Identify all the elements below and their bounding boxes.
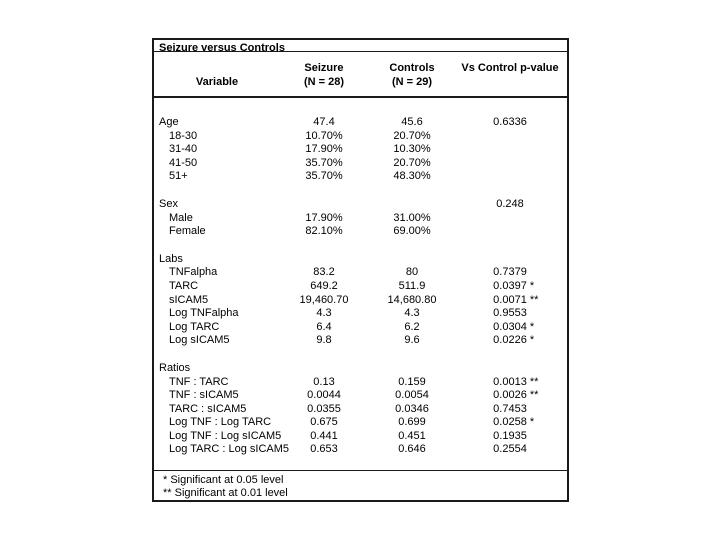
cell-controls: 4.3 <box>404 307 420 320</box>
seizure-n-label: (N = 28) <box>303 75 345 88</box>
cell-controls: 511.9 <box>398 279 426 292</box>
cell-seizure: 0.0355 <box>307 402 341 415</box>
cell-controls: 20.70% <box>393 156 431 169</box>
cell-variable: 41-50 <box>169 156 198 169</box>
cell-seizure: 0.13 <box>313 375 335 388</box>
pvalue-number: 0.7379 <box>493 266 527 279</box>
table-row <box>154 225 567 239</box>
cell-variable: Sex <box>159 197 178 210</box>
significance-stars: * <box>526 416 535 429</box>
cell-controls: 80 <box>405 266 419 279</box>
controls-n-label: (N = 29) <box>391 75 433 88</box>
cell-variable: Male <box>169 211 193 224</box>
cell-seizure: 0.653 <box>310 443 338 456</box>
cell-pvalue <box>456 403 564 417</box>
significance-stars: ** <box>526 293 539 306</box>
significance-stars: * <box>526 320 535 333</box>
significance-stars: ** <box>526 389 539 402</box>
table-row <box>154 130 567 144</box>
header-spacer <box>154 62 280 76</box>
cell-controls: 0.159 <box>398 375 426 388</box>
pvalue-number: 0.6336 <box>493 116 527 128</box>
pvalue-number: 0.0397 * <box>493 279 535 292</box>
pvalue-number: 0.1935 <box>493 429 527 442</box>
table-body <box>154 98 567 457</box>
cell-seizure: 4.3 <box>316 307 332 320</box>
cell-variable: 18-30 <box>169 129 198 142</box>
cell-variable: TNFalpha <box>169 266 218 279</box>
cell-seizure: 19,460.70 <box>299 293 349 306</box>
cell-variable: TARC : sICAM5 <box>169 402 247 415</box>
significance-stars: ** <box>526 375 539 388</box>
cell-variable: sICAM5 <box>169 293 209 306</box>
cell-pvalue <box>456 198 564 212</box>
cell-variable: Age <box>159 116 179 128</box>
pvalue-number: 0.9553 <box>493 307 527 320</box>
cell-pvalue <box>456 266 564 280</box>
table-row <box>154 307 567 321</box>
cell-seizure: 83.2 <box>313 266 335 279</box>
cell-controls <box>368 253 456 267</box>
cell-pvalue <box>456 280 564 294</box>
table-row <box>154 403 567 417</box>
table-row <box>154 321 567 335</box>
cell-seizure <box>280 362 368 376</box>
cell-pvalue <box>456 130 564 144</box>
cell-controls: 20.70% <box>393 129 431 142</box>
cell-controls: 0.0346 <box>395 402 429 415</box>
cell-controls: 9.6 <box>404 334 420 347</box>
cell-seizure <box>280 253 368 267</box>
table-row <box>154 389 567 403</box>
table-row <box>154 253 567 267</box>
table-row <box>154 116 567 130</box>
column-header-controls: Controls <box>389 62 435 74</box>
cell-pvalue <box>456 376 564 390</box>
pvalue-number: 0.0026 ** <box>493 389 539 402</box>
cell-controls: 0.451 <box>398 429 426 442</box>
cell-controls <box>368 362 456 376</box>
cell-pvalue <box>456 116 564 130</box>
section-gap <box>154 239 567 253</box>
cell-pvalue <box>456 321 564 335</box>
cell-controls: 0.646 <box>398 443 426 456</box>
cell-variable: TARC <box>169 279 199 292</box>
stats-table <box>152 38 569 502</box>
footnote-005-level: * Significant at 0.05 level <box>163 474 284 486</box>
cell-variable: 31-40 <box>169 143 198 156</box>
pvalue-number: 0.0304 * <box>493 320 535 333</box>
pvalue-number: 0.0071 ** <box>493 293 539 306</box>
header-row-titles <box>154 52 567 76</box>
cell-variable: Log TARC : Log sICAM5 <box>169 443 290 456</box>
cell-pvalue <box>456 143 564 157</box>
cell-variable: Log TNF : Log TARC <box>169 416 272 429</box>
cell-pvalue <box>456 389 564 403</box>
table-row <box>154 362 567 376</box>
cell-variable: Log TNFalpha <box>169 307 239 320</box>
cell-variable: Female <box>169 225 206 238</box>
cell-variable: 51+ <box>169 170 188 183</box>
cell-controls: 48.30% <box>393 170 431 183</box>
cell-pvalue <box>456 443 564 457</box>
cell-controls: 0.699 <box>398 416 426 429</box>
footnote-001-level: ** Significant at 0.01 level <box>163 487 288 499</box>
cell-seizure: 0.675 <box>310 416 338 429</box>
cell-controls <box>368 198 456 212</box>
table-row <box>154 198 567 212</box>
table-row <box>154 143 567 157</box>
cell-seizure: 0.0044 <box>307 389 341 402</box>
cell-variable: Ratios <box>159 361 191 374</box>
cell-variable: Labs <box>159 252 183 265</box>
cell-pvalue <box>456 225 564 239</box>
table-row <box>154 376 567 390</box>
cell-controls: 0.0054 <box>395 389 429 402</box>
table-row <box>154 212 567 226</box>
table-header <box>154 52 567 98</box>
cell-seizure <box>280 198 368 212</box>
table-row <box>154 294 567 308</box>
section-gap <box>154 184 567 198</box>
cell-seizure: 649.2 <box>310 279 338 292</box>
table-row <box>154 443 567 457</box>
cell-seizure: 9.8 <box>316 334 332 347</box>
cell-controls: 14,680.80 <box>387 293 437 306</box>
significance-stars: * <box>526 334 535 347</box>
pvalue-number: 0.0013 ** <box>493 375 539 388</box>
cell-seizure: 17.90% <box>305 211 343 224</box>
footnotes <box>154 470 567 500</box>
cell-variable: Log TNF : Log sICAM5 <box>169 429 282 442</box>
table-row <box>154 170 567 184</box>
table-row <box>154 416 567 430</box>
pvalue-number: 0.2554 <box>493 443 527 456</box>
cell-controls: 31.00% <box>393 211 431 224</box>
cell-controls: 6.2 <box>404 320 420 333</box>
cell-seizure: 0.441 <box>310 429 338 442</box>
cell-variable: TNF : TARC <box>169 375 229 388</box>
cell-variable: TNF : sICAM5 <box>169 389 239 402</box>
cell-seizure: 35.70% <box>305 170 343 183</box>
cell-seizure: 82.10% <box>305 225 343 238</box>
pvalue-number: 0.248 <box>496 197 524 210</box>
table-row <box>154 334 567 348</box>
cell-pvalue <box>456 430 564 444</box>
table-row <box>154 280 567 294</box>
table-row <box>154 430 567 444</box>
cell-seizure: 35.70% <box>305 156 343 169</box>
cell-pvalue <box>456 334 564 348</box>
pvalue-number: 0.7453 <box>493 402 527 415</box>
cell-pvalue <box>456 362 564 376</box>
table-row <box>154 157 567 171</box>
cell-pvalue <box>456 294 564 308</box>
cell-seizure: 10.70% <box>305 129 343 142</box>
cell-pvalue <box>456 212 564 226</box>
column-header-seizure: Seizure <box>304 62 344 74</box>
header-spacer <box>456 76 564 90</box>
cell-variable: Log TARC <box>169 320 220 333</box>
section-gap <box>154 348 567 362</box>
pvalue-number: 0.0258 * <box>493 416 535 429</box>
cell-controls: 45.6 <box>401 116 423 128</box>
cell-pvalue <box>456 157 564 171</box>
cell-pvalue <box>456 307 564 321</box>
header-row-n <box>154 76 567 90</box>
cell-pvalue <box>456 170 564 184</box>
cell-seizure: 17.90% <box>305 143 343 156</box>
table-title: Seizure versus Controls <box>154 40 567 52</box>
cell-seizure: 6.4 <box>316 320 332 333</box>
pvalue-number: 0.0226 * <box>493 334 535 347</box>
cell-pvalue <box>456 416 564 430</box>
cell-variable: Log sICAM5 <box>169 334 230 347</box>
cell-controls: 69.00% <box>393 225 431 238</box>
significance-stars: * <box>526 279 535 292</box>
table-row <box>154 266 567 280</box>
cell-seizure: 47.4 <box>313 116 335 128</box>
cell-pvalue <box>456 253 564 267</box>
cell-controls: 10.30% <box>393 143 431 156</box>
column-header-variable: Variable <box>195 75 239 88</box>
column-header-pvalue: Vs Control p-value <box>461 62 559 74</box>
